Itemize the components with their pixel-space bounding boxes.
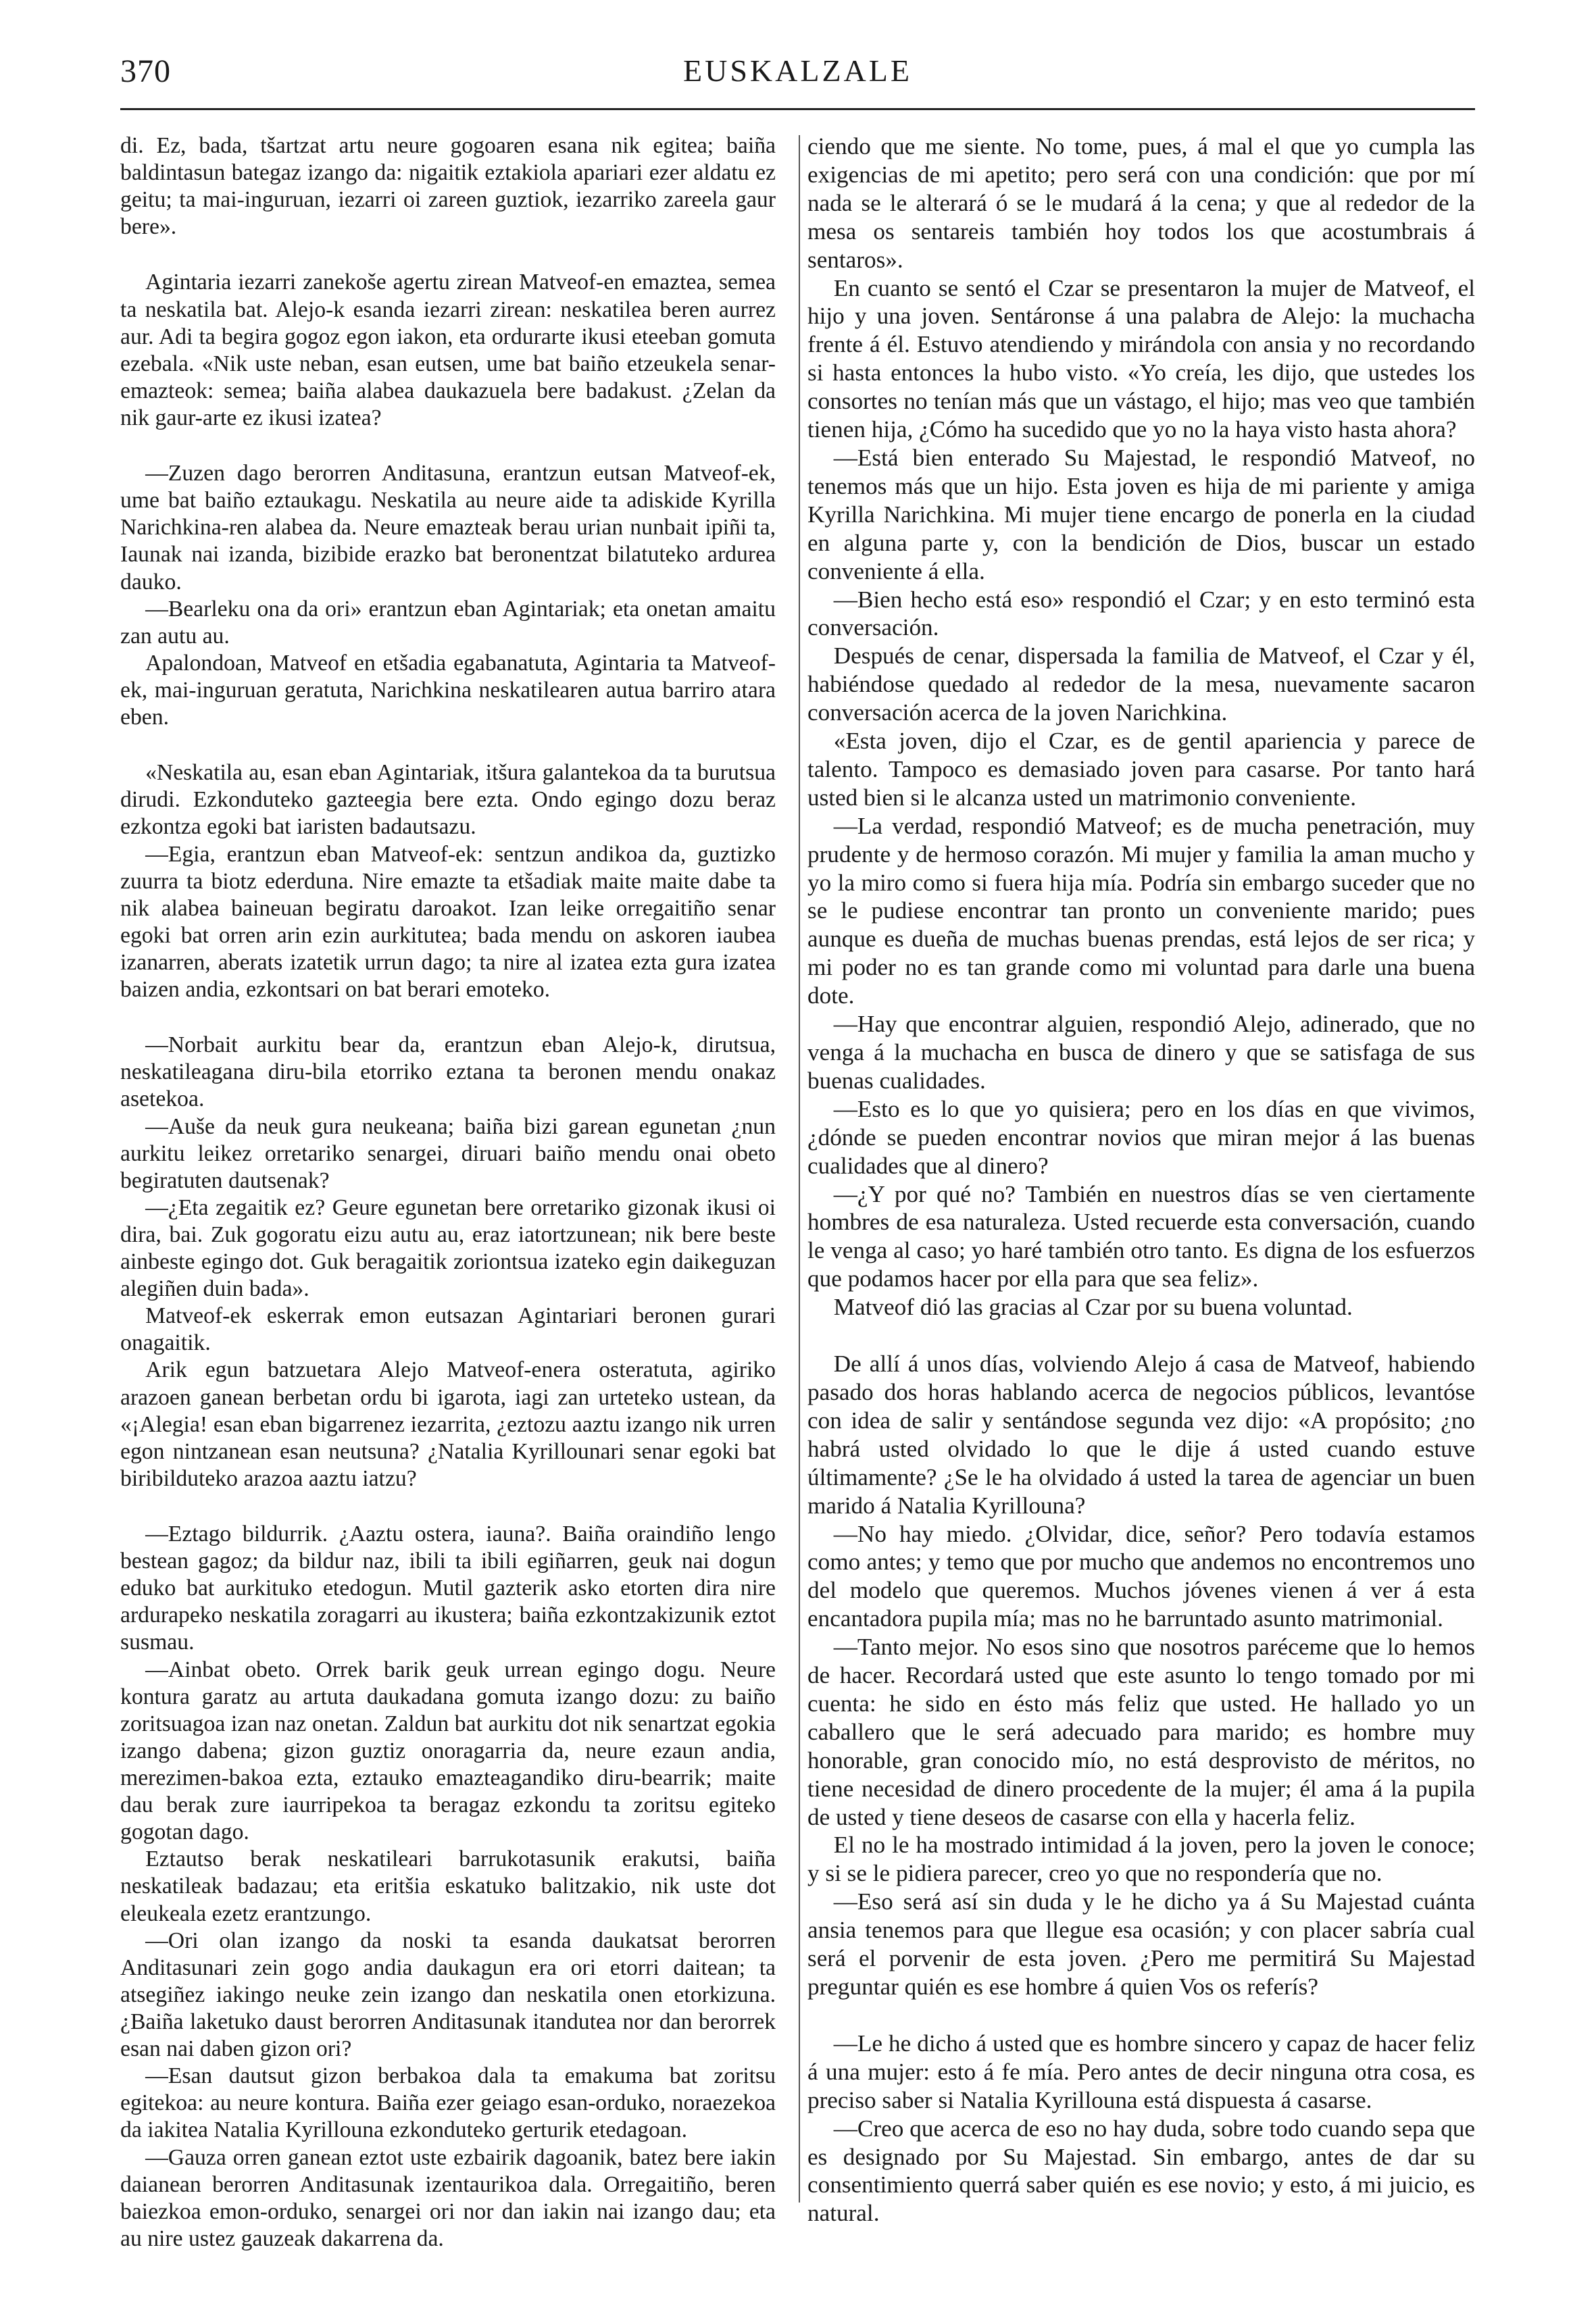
paragraph-gap: [120, 241, 776, 269]
paragraph: —Eztago bildurrik. ¿Aaztu ostera, iauna?. Baiña oraindiño lengo bestean gagoz; da bildur naz, ibili ta ibili egiñarren, geuk nai dogun eduko bat aurkituko etedogun. Mutil gazterik asko etorten dira nire ardurapeko neskatila zoragarri au ikustera; baiña ezkontzakizunik eztot susmau.: [120, 1521, 776, 1655]
paragraph: —Esan dautsut gizon berbakoa dala ta emakuma bat zoritsu egitekoa: au neure kontura. Baiña ezer geiago esan-orduko, noraezekoa da iakitea Natalia Kyrillouna ezkonduteko gerturik etedagoan.: [120, 2063, 776, 2143]
paragraph-gap: [120, 1003, 776, 1032]
paragraph: «Esta joven, dijo el Czar, es de gentil apariencia y parece de talento. Tampoco es demasiado joven para casarse. Por tanto hará usted bien si le alcanza usted un matrimonio conveniente.: [807, 728, 1475, 811]
page-number: 370: [120, 53, 171, 89]
page-header: [120, 53, 1475, 100]
paragraph-gap: [120, 1492, 776, 1521]
paragraph: —Creo que acerca de eso no hay duda, sobre todo cuando sepa que es designado por Su Majestad. Sin embargo, antes de dar su consentimiento querrá saber quién es ese novio; y esto, á mi juicio, es natural.: [807, 2115, 1475, 2227]
paragraph: —Le he dicho á usted que es hombre sincero y capaz de hacer feliz á una mujer: esto á fe mía. Pero antes de decir ninguna otra cosa, es preciso saber si Natalia Kyrillouna está dispuesta á casarse.: [807, 2030, 1475, 2113]
right-column-spanish: [807, 132, 1475, 2228]
paragraph: —Norbait aurkitu bear da, erantzun eban Alejo-k, dirutsua, neskatileagana diru-bila etorriko eztana ta beronen mendu onakaz asetekoa.: [120, 1032, 776, 1112]
paragraph: —Está bien enterado Su Majestad, le respondió Matveof, no tenemos más que un hijo. Esta joven es hija de mi pariente y amiga Kyrilla Narichkina. Mi mujer tiene encargo de ponerla en la ciudad en alguna parte y, con la bendición de Dios, buscar un estado conveniente á ella.: [807, 444, 1475, 584]
paragraph: El no le ha mostrado intimidad á la joven, pero la joven le conoce; y si se le pidiera parecer, creo yo que no respondería que no.: [807, 1832, 1475, 1887]
paragraph: —Gauza orren ganean eztot uste ezbairik dagoanik, batez bere iakin daianean berorren Anditasunak izentaurikoa dala. Orregaitiño, beren baiezkoa emon-orduko, senargei ori nor dan iakin nai izango dau; eta au nire ustez gauzeak dakarrena da.: [120, 2144, 776, 2251]
paragraph: ciendo que me siente. No tome, pues, á mal el que yo cumpla las exigencias de mi apetito; pero será con una condición: que por mí nada se le alterará ó se le mudará á la cena; y que al rededor de la mesa os sentareis también hoy todos los que acostumbrais á sentaros».: [807, 133, 1475, 273]
paragraph: —Zuzen dago berorren Anditasuna, erantzun eutsan Matveof-ek, ume bat baiño eztaukagu. Neskatila au neure aide ta adiskide Kyrilla Narichkina-ren alabea da. Neure emazteak berau urian nunbait ipiñi ta, Iaunak nai izanda, bizibide erazko bat beronentzat bilatuteko ardurea dauko.: [120, 461, 776, 595]
header-rule: [120, 108, 1475, 110]
paragraph: —Hay que encontrar alguien, respondió Alejo, adinerado, que no venga á la muchacha en busca de dinero y que se satisfaga de sus buenas cualidades.: [807, 1011, 1475, 1094]
paragraph: —Ori olan izango da noski ta esanda daukatsat berorren Anditasunari zein gogo andia daukagun era ori etorri daitean; ta atsegiñez iakingo neuke zein izango dan neskatila onen etorkizuna. ¿Baiña laketuko daust berorren Anditasunak itandutea nor dan berorrek esan nai daben gizon ori?: [120, 1928, 776, 2062]
paragraph-gap: [120, 731, 776, 759]
paragraph: Después de cenar, dispersada la familia de Matveof, el Czar y él, habiéndose quedado al rededor de la mesa, nuevamente sacaron conversación acerca de la joven Narichkina.: [807, 643, 1475, 726]
paragraph: —Eso será así sin duda y le he dicho ya á Su Majestad cuánta ansia tenemos para que llegue esa ocasión; y con placer sabría cual será el porvenir de esta joven. ¿Pero me permitirá Su Majestad preguntar quién es ese hombre á quien Vos os referís?: [807, 1888, 1475, 2000]
paragraph: En cuanto se sentó el Czar se presentaron la mujer de Matveof, el hijo y una joven. Sentáronse á una palabra de Alejo: la muchacha frente á él. Estuvo atendiendo y mirándola con ansia y no recordando si hasta entonces la hubo visto. «Yo creía, les dijo, que ustedes los consortes no tenían más que un vástago, el hijo; mas veo que también tienen hija, ¿Cómo ha sucedido que yo no la haya visto hasta ahora?: [807, 274, 1475, 443]
paragraph: «Neskatila au, esan eban Agintariak, itšura galantekoa da ta burutsua dirudi. Ezkonduteko gazteegia bere ezta. Ondo egingo dozu beraz ezkontza egoki bat iaristen badautsazu.: [120, 760, 776, 840]
paragraph: Eztautso berak neskatileari barrukotasunik erakutsi, baiña neskatileak badazau; eta eritšia eskatuko balitzakio, nik uste dot eleukeala ezetz erantzungo.: [120, 1846, 776, 1926]
paragraph: di. Ez, bada, tšartzat artu neure gogoaren esana nik egitea; baiña baldintasun bategaz izango da: nigaitik eztakiola apariari ezer aldatu ez geitu; ta mai-inguruan, iezarri oi zareen guztiok, iezarriko zareela gaur bere».: [120, 133, 776, 240]
running-title: EUSKALZALE: [683, 53, 912, 88]
paragraph: —Esto es lo que yo quisiera; pero en los días en que vivimos, ¿dónde se pueden encontrar novios que miran mejor á las buenas cualidades que al dinero?: [807, 1095, 1475, 1179]
paragraph: Apalondoan, Matveof en etšadia egabanatuta, Agintaria ta Matveof-ek, mai-inguruan geratuta, Narichkina neskatilearen autua barriro atara eben.: [120, 650, 776, 730]
paragraph-gap: [807, 2001, 1475, 2030]
paragraph: —¿Eta zegaitik ez? Geure egunetan bere orretariko gizonak ikusi oi dira, bai. Zuk gogoratu eizu autu au, eraz iatortzunean; nik bere beste ainbeste egingo dot. Guk beragaitik zoriontsua izateko egin daikeguzan alegiñen duin bada».: [120, 1194, 776, 1302]
paragraph: De allí á unos días, volviendo Alejo á casa de Matveof, habiendo pasado dos horas hablando acerca de negocios públicos, levantóse con idea de salir y sentándose segunda vez dijo: «A propósito; ¿no habrá usted olvidado lo que le dije á usted cuando estuve últimamente? ¿Se le ha olvidado á usted la tarea de agenciar un buen marido á Natalia Kyrillouna?: [807, 1351, 1475, 1519]
paragraph: Agintaria iezarri zanekoše agertu zirean Matveof-en emaztea, semea ta neskatila bat. Alejo-k esanda iezarri zirean: neskatilea beren aurrez aur. Adi ta begira gogoz egon iakon, eta ordurarte ikusi eteeban gomuta ezebala. «Nik uste neban, esan eutsen, ume bat baiño etzeukela senar-emazteok: semea; baiña alabea daukazuela bere badakust. ¿Zelan da nik gaur-arte ez ikusi izatea?: [120, 270, 776, 430]
paragraph: —Ainbat obeto. Orrek barik geuk urrean egingo dogu. Neure kontura garatz au artuta daukadana gomuta izango dozu: zu baiño zoritsuagoa izan naz onetan. Zaldun bat aurkitu dot nik senartzat egokia izango dabena; gizon guztiz onoragarria da, neure ezaun andia, merezimen-bakoa ezta, eztauko emazteagandiko diru-bearrik; maite dau berak zure iaurripekoa ta beragaz ezkondu ta zoritsu egiteko gogotan dago.: [120, 1657, 776, 1845]
paragraph: —Tanto mejor. No esos sino que nosotros paréceme que lo hemos de hacer. Recordará usted que este asunto lo tengo tomado por mi cuenta: he sido en ésto más feliz que usted. He hallado yo un caballero que le será adecuado para marido; es hombre muy honorable, gran conocido mío, no está desprovisto de méritos, no tiene necesidad de dinero procedente de la mujer; él ama á la pupila de usted y tiene deseos de casarse con ella y hacerla feliz.: [807, 1634, 1475, 1830]
paragraph: —La verdad, respondió Matveof; es de mucha penetración, muy prudente y de hermoso corazón. Mi mujer y familia la aman mucho y yo la miro como si fuera hija mía. Podría sin embargo suceder que no se le pudiese encontrar tan pronto un conveniente marido; pues aunque es dueña de muchas buenas prendas, está lejos de ser rica; y mi poder no es tan grande como mi voluntad para darle una buena dote.: [807, 812, 1475, 1009]
paragraph: —¿Y por qué no? También en nuestros días se ven ciertamente hombres de esa naturaleza. Usted recuerde esta conversación, cuando le venga al caso; yo haré también otro tanto. Es digna de los esfuerzos que podamos hacer por ella para que sea feliz».: [807, 1180, 1475, 1292]
paragraph: —Egia, erantzun eban Matveof-ek: sentzun andikoa da, guztizko zuurra ta biotz ederduna. Nire emazte ta etšadiak maite maite dabe ta nik alabea baineuan begiratu daroakot. Izan leike orregaitiño senar egoki bat orren arin ezin aurkitutea; bada mendu on askoren iaubea izanarren, aberats izatetik urrun dago; ta nire al izatea ezta gura izatea baizen andia, ezkontsari on bat berari emoteko.: [120, 841, 776, 1003]
paragraph-gap: [120, 432, 776, 460]
paragraph-gap: [807, 1322, 1475, 1350]
paragraph: —No hay miedo. ¿Olvidar, dice, señor? Pero todavía estamos como antes; y temo que por mucho que andemos no encontremos uno del modelo que queremos. Muchos jóvenes vienen á ver á esta encantadora pupila mía; mas no he barruntado asunto matrimonial.: [807, 1520, 1475, 1632]
left-column-basque: [120, 132, 776, 2253]
paragraph: Matveof-ek eskerrak emon eutsazan Agintariari beronen gurari onagaitik.: [120, 1303, 776, 1356]
paragraph: —Bearleku ona da ori» erantzun eban Agintariak; eta onetan amaitu zan autu au.: [120, 596, 776, 649]
paragraph: —Auše da neuk gura neukeana; baiña bizi garean egunetan ¿nun aurkitu leikez orretariko senargei, diruari baiño mendu onai obeto begiratuten dautsenak?: [120, 1113, 776, 1193]
paragraph: Matveof dió las gracias al Czar por su buena voluntad.: [833, 1294, 1353, 1321]
column-divider: [799, 135, 800, 2203]
paragraph: Arik egun batzuetara Alejo Matveof-enera osteratuta, agiriko arazoen ganean berbetan ordu bi igarota, iagi zan urteteko ustean, da «¡Alegia! esan eban bigarrenez iezarrita, ¿eztozu aaztu izango nik urren egon nintzanean esan neutsuna? ¿Natalia Kyrillounari senar egoki bat biribilduteko arazoa aaztu iatzu?: [120, 1357, 776, 1491]
paragraph: —Bien hecho está eso» respondió el Czar; y en esto terminó esta conversación.: [807, 586, 1475, 641]
